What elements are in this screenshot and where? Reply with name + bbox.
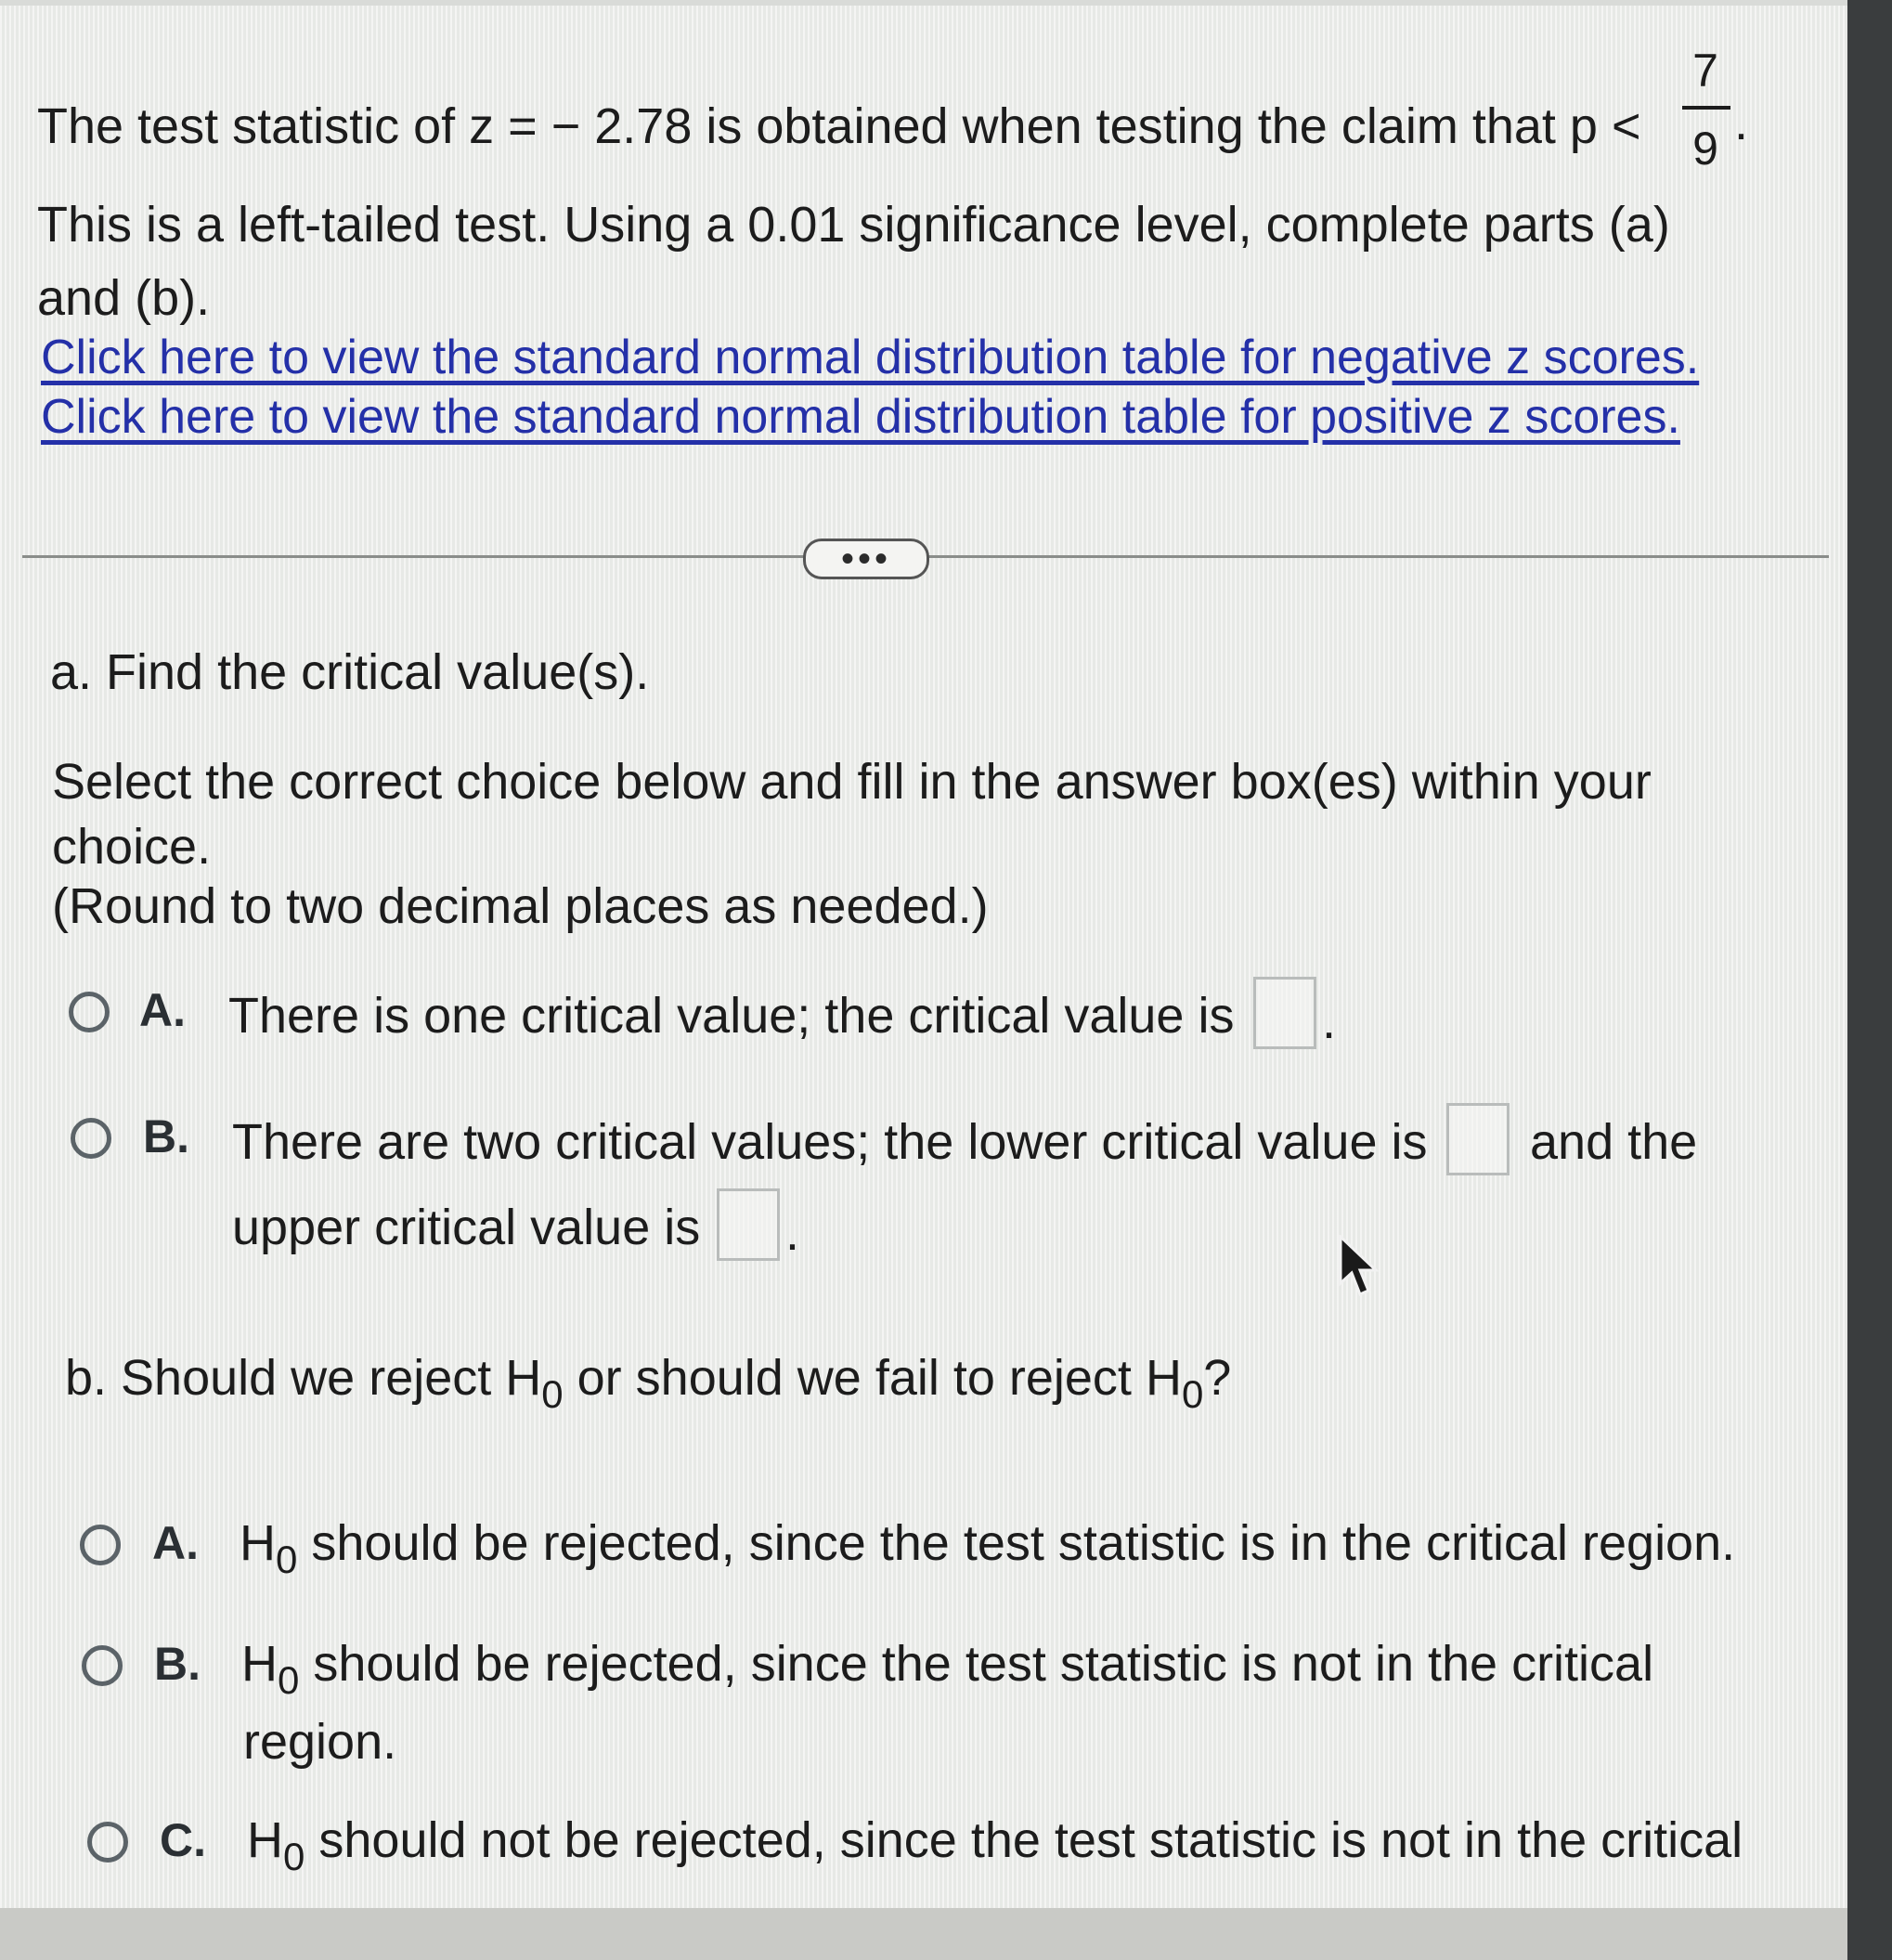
part-b-prompt-sub-1: 0 [541, 1372, 564, 1416]
part-a-option-b-text-line-1: There are two critical values; the lower critical value is [232, 1114, 1428, 1170]
part-b-option-c-body: should not be rejected, since the test statistic is not in the critical [318, 1812, 1743, 1868]
part-b-option-a-radio[interactable] [80, 1525, 121, 1565]
part-a-option-a-end: . [1322, 993, 1337, 1049]
part-b-option-b-letter: B. [154, 1638, 201, 1690]
fraction-bar [1682, 106, 1730, 110]
part-b-option-c-h: H [247, 1812, 283, 1868]
fraction-denominator: 9 [1692, 123, 1718, 175]
part-a-option-b-text-line-2: upper critical value is [232, 1200, 701, 1255]
part-b-option-b-text-line-1 [241, 1630, 1653, 1701]
part-b-option-b-sub: 0 [278, 1658, 300, 1702]
part-a-option-b-end: . [785, 1205, 800, 1261]
problem-line-3: and (b). [37, 270, 211, 326]
part-a-option-b-text-line-1-end: and the [1530, 1114, 1698, 1170]
part-b-option-c-sub: 0 [283, 1835, 305, 1878]
part-b-prompt-mid: or should we fail to reject H [577, 1350, 1182, 1406]
more-icon: ••• [840, 539, 891, 579]
part-b-option-b-body: should be rejected, since the test statistic is not in the critical [313, 1636, 1654, 1692]
part-b-prompt-end: ? [1203, 1350, 1232, 1406]
part-a-instruction-line-1: Select the correct choice below and fill in the answer box(es) within your [52, 754, 1652, 810]
part-b-option-c-radio[interactable] [87, 1822, 128, 1863]
part-a-option-b-letter: B. [143, 1110, 189, 1162]
part-a-option-a-text: There is one critical value; the critical value is [228, 988, 1235, 1044]
part-b-prompt-start: b. Should we reject H [65, 1350, 542, 1406]
part-a-option-b-lower-answer-box[interactable] [1446, 1103, 1510, 1175]
problem-line-1: The test statistic of z = − 2.78 is obtained when testing the claim that p < [37, 98, 1641, 154]
link-negative-z-table[interactable]: Click here to view the standard normal distribution table for negative z scores. [41, 331, 1700, 384]
part-b-option-b-radio[interactable] [82, 1645, 123, 1686]
part-b-option-a-body: should be rejected, since the test statistic is in the critical region. [311, 1515, 1736, 1571]
part-b-option-a-sub: 0 [276, 1538, 298, 1581]
part-a-option-b-upper-answer-box[interactable] [717, 1188, 780, 1261]
problem-line-1-end: . [1734, 95, 1749, 150]
part-a-option-a-radio[interactable] [69, 992, 110, 1032]
part-a-option-a-answer-box[interactable] [1253, 977, 1316, 1049]
part-a-option-a-letter: A. [139, 984, 186, 1036]
problem-line-2: This is a left-tailed test. Using a 0.01 significance level, complete parts (a) [37, 197, 1670, 253]
screen-right-bezel [1847, 0, 1892, 1960]
part-b-option-c-letter: C. [160, 1814, 206, 1866]
part-a-instruction-line-2: choice. [52, 819, 212, 875]
part-b-option-c-text [247, 1807, 1743, 1877]
part-b-option-a-h: H [240, 1515, 276, 1571]
part-b-prompt-sub-2: 0 [1181, 1372, 1204, 1416]
part-b-option-a-text [240, 1510, 1735, 1580]
fraction-numerator: 7 [1692, 45, 1718, 97]
top-edge [0, 0, 1847, 6]
mouse-pointer-icon [1337, 1235, 1383, 1300]
part-a-prompt: a. Find the critical value(s). [50, 644, 650, 700]
link-positive-z-table[interactable]: Click here to view the standard normal distribution table for positive z scores. [41, 390, 1680, 444]
part-a-instruction-line-3: (Round to two decimal places as needed.) [52, 878, 989, 934]
part-b-prompt [65, 1344, 1231, 1415]
part-a-option-b-radio[interactable] [71, 1118, 111, 1159]
screen-bottom-bezel [0, 1908, 1847, 1960]
part-b-option-b-h: H [241, 1636, 278, 1692]
part-b-option-b-text-line-2: region. [243, 1714, 397, 1770]
more-button[interactable] [803, 539, 929, 579]
part-b-option-a-letter: A. [152, 1517, 199, 1569]
